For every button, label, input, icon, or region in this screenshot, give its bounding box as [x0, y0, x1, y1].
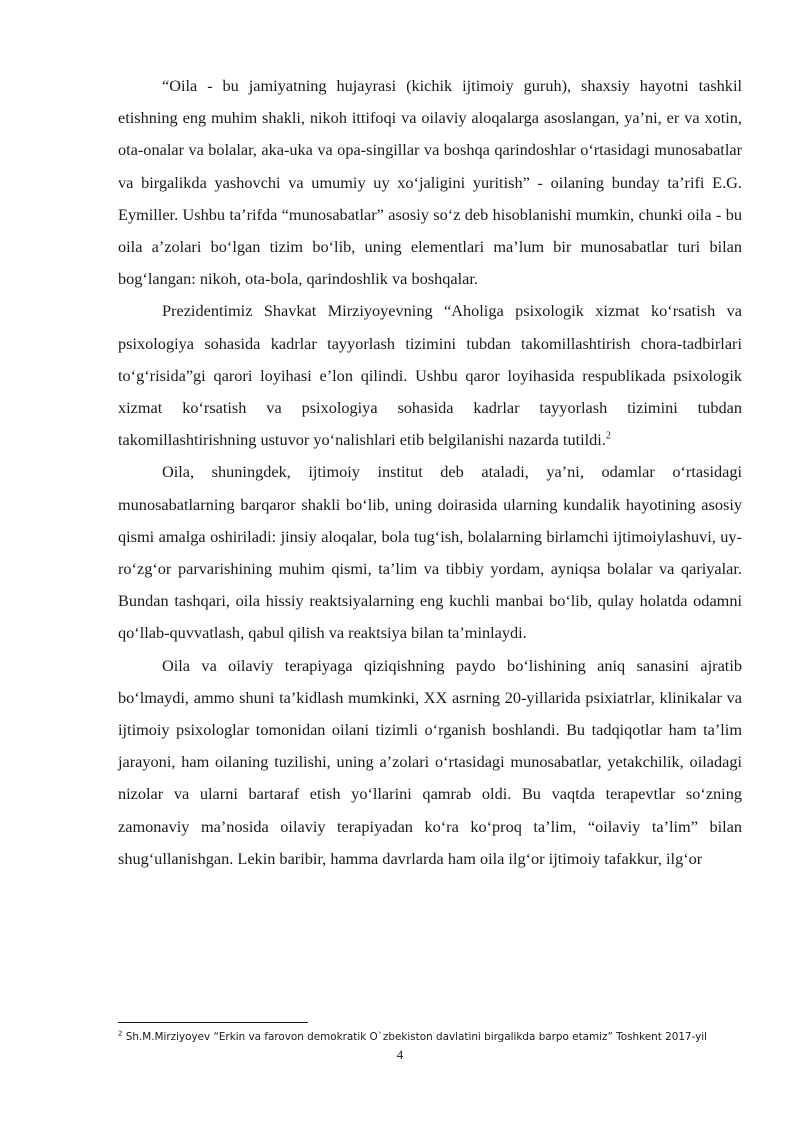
footnote-reference: 2	[605, 430, 611, 442]
footnote-text: Sh.M.Mirziyoyev “Erkin va farovon demokratik O`zbekiston davlatini birgalikda barpo etamiz” Toshkent 2017-yil	[122, 1031, 708, 1043]
paragraph-4: Oila va oilaviy terapiyaga qiziqishning paydo bo‘lishining aniq sanasini ajratib bo‘lmaydi, ammo shuni ta’kidlash mumkinki, XX asrning 20-yillarida psixiatrlar, klinikalar va ijtimoiy psixologlar tomonidan oilani tizimli o‘rganish boshlandi. Bu tadqiqotlar ham ta’lim jarayoni, ham oilaning tuzilishi, uning a’zolari o‘rtasidagi munosabatlar, yetakchilik, oiladagi nizolar va ularni bartaraf etish yo‘llarini qamrab oldi. Bu vaqtda terapevtlar so‘zning zamonaviy ma’nosida oilaviy terapiyadan ko‘ra ko‘proq ta’lim, “oilaviy ta’lim” bilan shug‘ullanishgan. Lekin baribir, hamma davrlarda ham oila ilg‘or ijtimoiy tafakkur, ilg‘or	[118, 655, 742, 868]
paragraph-1: “Oila - bu jamiyatning hujayrasi (kichik ijtimoiy guruh), shaxsiy hayotni tashkil etishning eng muhim shakli, nikoh ittifoqi va oilaviy aloqalarga asoslangan, ya’ni, er va xotin, ota-onalar va bolalar, aka-uka va opa-singillar va boshqa qarindoshlar o‘rtasidagi munosabatlar va birgalikda yashovchi va umumiy uy xo‘jaligini yuritish” - oilaning bunday ta’rifi E.G. Eymiller. Ushbu ta’rifda “munosabatlar” asosiy so‘z deb hisoblanishi mumkin, chunki oila - bu oila a’zolari bo‘lgan tizim bo‘lib, uning elementlari ma’lum bir munosabatlar turi bilan bog‘langan: nikoh, ota-bola, qarindoshlik va boshqalar.	[118, 76, 742, 289]
body-text	[118, 70, 742, 875]
footnote-separator	[118, 1022, 308, 1023]
footnote	[118, 1030, 758, 1044]
paragraph-2-text: Prezidentimiz Shavkat Mirziyoyevning “Aholiga psixologik xizmat ko‘rsatish va psixologiya sohasida kadrlar tayyorlash tizimini tubdan takomillashtirish chora-tadbirlari to‘g‘risida”gi qarori loyihasi e’lon qilindi. Ushbu qaror loyihasida respublikada psixologik xizmat ko‘rsatish va psixologiya sohasida kadrlar tayyorlash tizimini tubdan takomillashtirishning ustuvor yo‘nalishlari etib belgilanishi nazarda tutildi.	[118, 301, 742, 450]
paragraph-3: Oila, shuningdek, ijtimoiy institut deb ataladi, ya’ni, odamlar o‘rtasidagi munosabatlarning barqaror shakli bo‘lib, uning doirasida ularning kundalik hayotining asosiy qismi amalga oshiriladi: jinsiy aloqalar, bola tug‘ish, bolalarning birlamchi ijtimoiylashuvi, uy-ro‘zg‘or parvarishining muhim qismi, ta’lim va tibbiy yordam, ayniqsa bolalar va qariyalar. Bundan tashqari, oila hissiy reaktsiyalarning eng kuchli manbai bo‘lib, qulay holatda odamni qo‘llab-quvvatlash, qabul qilish va reaktsiya bilan ta’minlaydi.	[118, 462, 742, 643]
paragraph-2	[118, 295, 742, 456]
page-number: 4	[396, 1047, 404, 1062]
footnote-marker: 2	[118, 1029, 123, 1038]
